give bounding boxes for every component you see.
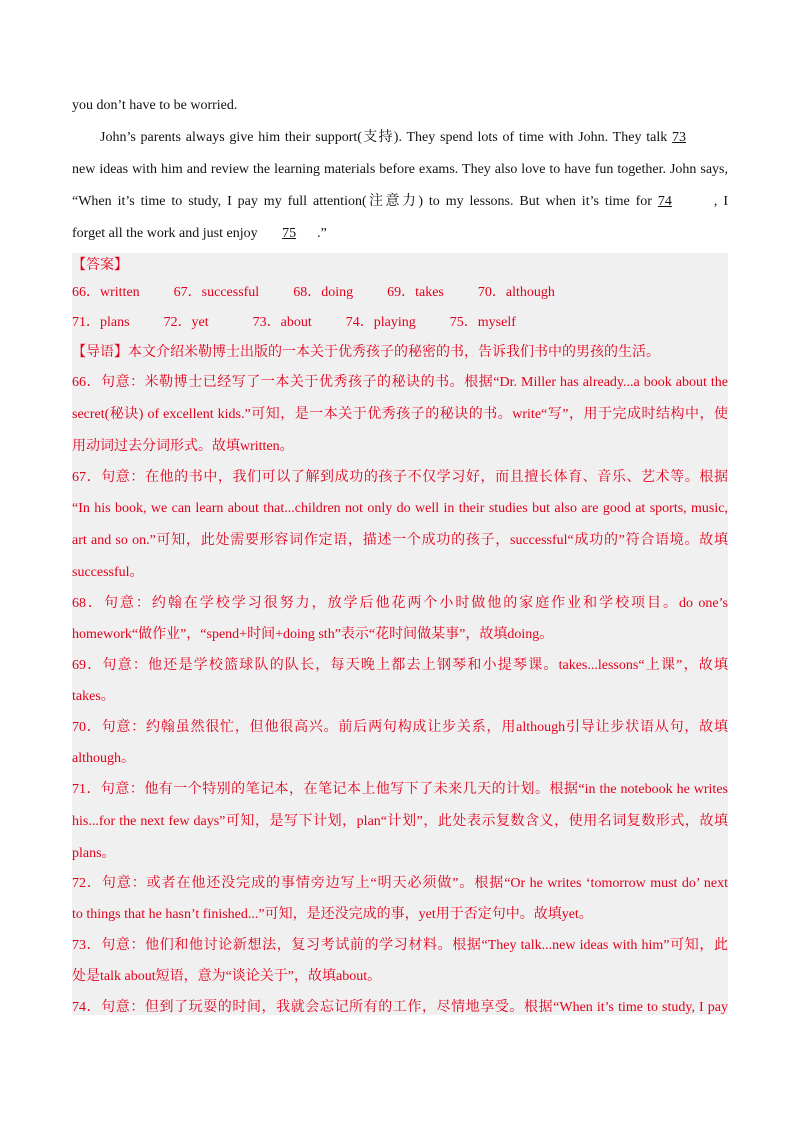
explanation-line: successful。: [72, 565, 144, 580]
explanation-line: 73．句意：他们和他讨论新想法，复习考试前的学习材料。根据“They talk...new ideas with him”可知，此: [72, 938, 728, 953]
explanation-line: secret(秘诀) of excellent kids.”可知，是一本关于优秀孩子的秘诀的书。write“写”，用于完成时结构中，使: [72, 407, 728, 422]
answer-74: 74．playing: [345, 315, 416, 330]
explanation-line: 69．句意：他还是学校篮球队的队长，每天晚上都去上钢琴和小提琴课。takes...lessons“上课”，故填: [72, 658, 728, 673]
explanation-line: 72．句意：或者在他还没完成的事情旁边写上“明天必须做”。根据“Or he writes ‘tomorrow must do’ next: [72, 876, 728, 891]
answer-69: 69．takes: [387, 285, 444, 300]
passage-line-4-end: , I: [713, 194, 728, 209]
answer-row-2: [72, 313, 728, 333]
explanation-line: takes。: [72, 689, 115, 704]
answer-71: 71．plans: [72, 315, 130, 330]
explanation-line: his...for the next few days”可知，是写下计划，plan“计划”，此处表示复数含义，使用名词复数形式，故填: [72, 814, 728, 829]
explanation-line: art and so on.”可知，此处需要形容词作定语，描述一个成功的孩子，successful“成功的”符合语境。故填: [72, 533, 728, 548]
passage-line-1: you don’t have to be worried.: [72, 98, 238, 113]
explanation-line: 70．句意：约翰虽然很忙，但他很高兴。前后两句构成让步关系，用although引导让步状语从句，故填: [72, 720, 728, 735]
explanation-line: 74．句意：但到了玩耍的时间，我就会忘记所有的工作，尽情地享受。根据“When it’s time to study, I pay: [72, 1000, 728, 1015]
passage-line-4: [72, 192, 728, 212]
answer-67: 67．successful: [173, 285, 260, 300]
passage-line-5: [72, 224, 728, 244]
passage-line-2: [72, 128, 728, 148]
passage-line-5-text: forget all the work and just enjoy: [72, 226, 258, 241]
explanation-line: 71．句意：他有一个特别的笔记本，在笔记本上他写下了未来几天的计划。根据“in the notebook he writes: [72, 782, 728, 797]
answer-heading: 【答案】: [72, 258, 128, 273]
answer-70: 70．although: [477, 285, 555, 300]
explanation-line: 68．句意：约翰在学校学习很努力，放学后他花两个小时做他的家庭作业和学校项目。do one’s: [72, 596, 728, 611]
answer-row-1: [72, 283, 728, 303]
passage-line-5-end: .”: [317, 226, 327, 241]
answer-66: 66．written: [72, 285, 140, 300]
explanation-line: 66．句意：米勒博士已经写了一本关于优秀孩子的秘诀的书。根据“Dr. Miller has already...a book about the: [72, 375, 728, 390]
explanation-line: 用动词过去分词形式。故填written。: [72, 439, 294, 454]
blank-75: 75: [282, 226, 297, 241]
explanation-line: to things that he hasn’t finished...”可知，是还没完成的事，yet用于否定句中。故填yet。: [72, 907, 593, 922]
explanation-line: although。: [72, 751, 135, 766]
passage-line-3: new ideas with him and review the learning materials before exams. They also love to have fun together. John says,: [72, 162, 728, 177]
answer-68: 68．doing: [293, 285, 354, 300]
answer-72: 72．yet: [163, 315, 209, 330]
guide-text: 【导语】本文介绍米勒博士出版的一本关于优秀孩子的秘密的书，告诉我们书中的男孩的生活。: [72, 345, 660, 360]
explanation-line: plans。: [72, 846, 116, 861]
answer-75: 75．myself: [449, 315, 516, 330]
passage-line-4-text: “When it’s time to study, I pay my full attention(注意力) to my lessons. But when it’s time for: [72, 194, 652, 209]
blank-73: 73: [672, 130, 686, 145]
explanation-line: homework“做作业”，“spend+时间+doing sth”表示“花时间做某事”，故填doing。: [72, 627, 554, 642]
passage-line-2-text: John’s parents always give him their support(支持). They spend lots of time with John. They talk: [100, 130, 668, 145]
blank-74: 74: [657, 194, 672, 209]
explanation-line: 处是talk about短语，意为“谈论关于”，故填about。: [72, 969, 382, 984]
answer-73: 73．about: [252, 315, 312, 330]
explanation-line: 67．句意：在他的书中，我们可以了解到成功的孩子不仅学习好，而且擅长体育、音乐、艺术等。根据: [72, 470, 728, 485]
explanation-line: “In his book, we can learn about that...children not only do well in their studies but also are good at sports, music,: [72, 501, 728, 516]
